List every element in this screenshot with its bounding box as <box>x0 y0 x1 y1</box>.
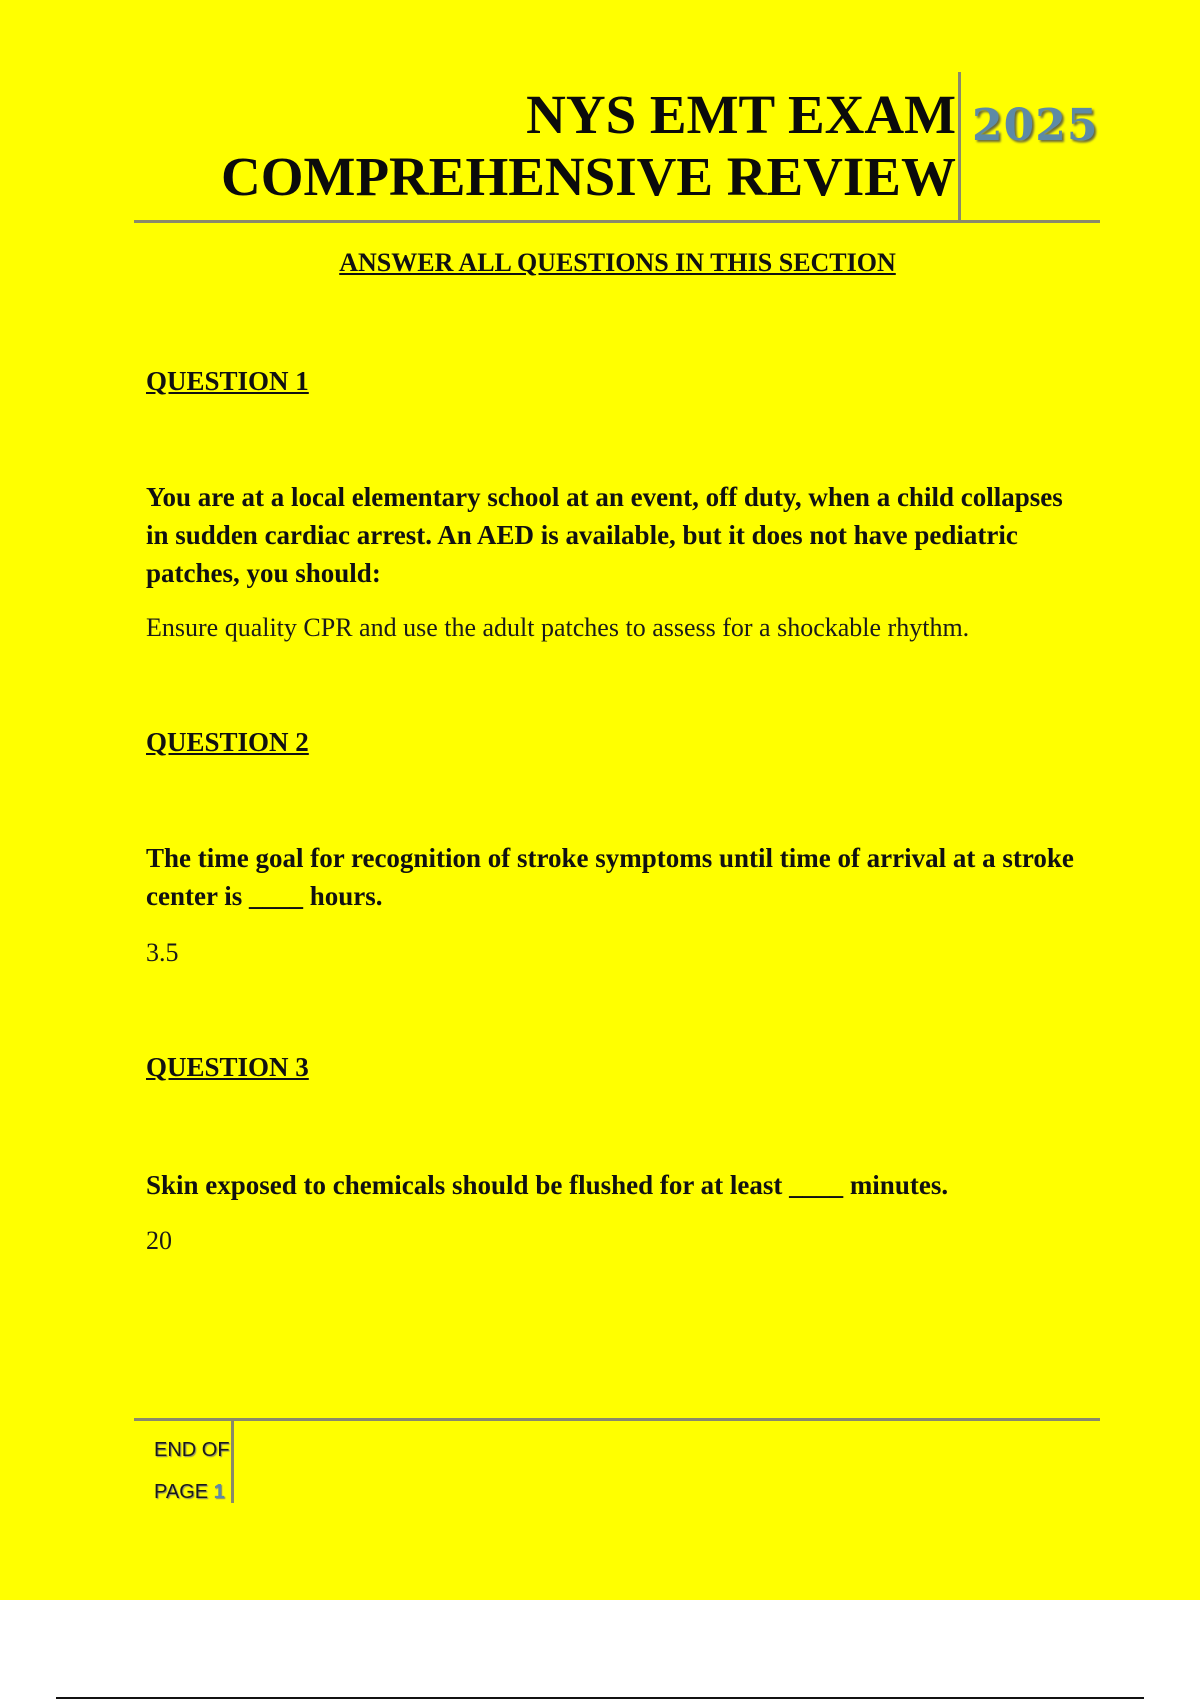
question-1-answer: Ensure quality CPR and use the adult patches to assess for a shockable rhythm. <box>146 613 970 642</box>
question-2-answer: 3.5 <box>146 938 179 967</box>
footer-page-prefix: PAGE <box>154 1481 209 1503</box>
title-line-2: COMPREHENSIVE REVIEW <box>221 146 956 207</box>
question-2-heading: QUESTION 2 <box>146 727 309 757</box>
footer-page-number: 1 <box>213 1481 225 1503</box>
year-label: 2025 <box>972 100 1099 151</box>
title-line-1: NYS EMT EXAM <box>526 84 956 145</box>
header-divider <box>958 72 961 220</box>
question-3-text: Skin exposed to chemicals should be flushed for at least ____ minutes. <box>146 1170 949 1200</box>
question-1-heading: QUESTION 1 <box>146 366 309 396</box>
question-2-text: The time goal for recognition of stroke symptoms until time of arrival at a stroke center is ____ hours. <box>146 843 1074 911</box>
document-title <box>221 84 956 208</box>
document-header <box>134 72 1100 223</box>
question-1-text: You are at a local elementary school at an event, off duty, when a child collapses in sudden cardiac arrest. An AED is available, but it does not have pediatric patches, you should: <box>146 482 1063 588</box>
footer-divider <box>231 1421 234 1503</box>
question-3-answer: 20 <box>146 1226 172 1255</box>
page-footer <box>134 1418 1100 1503</box>
bottom-rule <box>56 1697 1144 1699</box>
footer-label <box>154 1429 230 1513</box>
question-3-heading: QUESTION 3 <box>146 1052 309 1082</box>
footer-line-2 <box>154 1471 230 1513</box>
footer-line-1: END OF <box>154 1439 230 1461</box>
section-instruction: ANSWER ALL QUESTIONS IN THIS SECTION <box>339 248 896 277</box>
